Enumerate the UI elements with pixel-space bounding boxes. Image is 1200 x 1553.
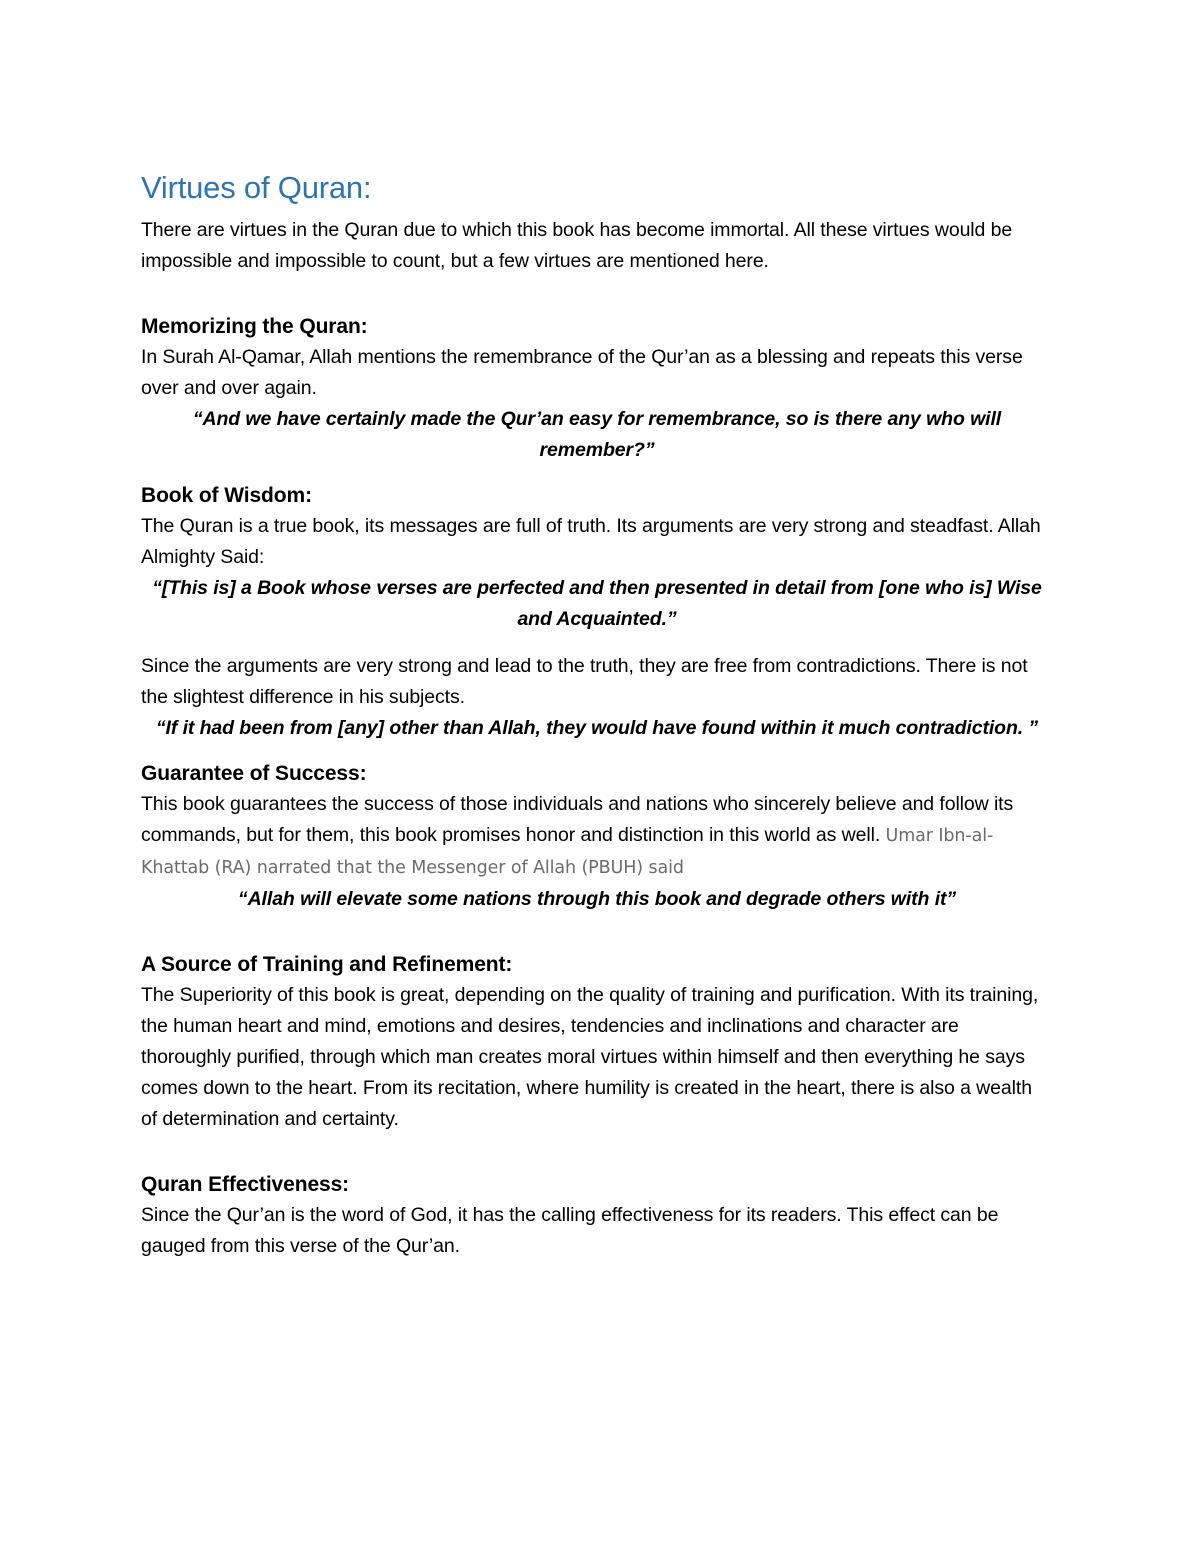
wisdom-paragraph: The Quran is a true book, its messages are full of truth. Its arguments are very strong and steadfast. Allah Almighty Said:: [141, 515, 1041, 568]
document-page: [141, 168, 1053, 1262]
section-heading-effectiveness: Quran Effectiveness:: [141, 1173, 350, 1196]
section-heading-memorizing: Memorizing the Quran:: [141, 315, 368, 338]
memorizing-paragraph: In Surah Al-Qamar, Allah mentions the remembrance of the Qur’an as a blessing and repeats this verse over and over again.: [141, 346, 1023, 399]
section-heading-training: A Source of Training and Refinement:: [141, 953, 513, 976]
intro-paragraph: There are virtues in the Quran due to which this book has become immortal. All these virtues would be impossible and impossible to count, but a few virtues are mentioned here.: [141, 219, 1013, 272]
wisdom-quote-1: “[This is] a Book whose verses are perfected and then presented in detail from [one who is] Wise and Acquainted.”: [152, 577, 1042, 630]
wisdom-quote-2: “If it had been from [any] other than Allah, they would have found within it much contradiction. ”: [155, 717, 1039, 739]
success-body-text: This book guarantees the success of those individuals and nations who sincerely believe and follow its commands, but for them, this book promises honor and distinction in this world as well.: [141, 793, 1014, 846]
section-heading-success: Guarantee of Success:: [141, 762, 367, 785]
effectiveness-paragraph: Since the Qur’an is the word of God, it has the calling effectiveness for its readers. This effect can be gauged from this verse of the Qur’an.: [141, 1204, 999, 1257]
document-title: Virtues of Quran:: [141, 170, 372, 205]
training-paragraph: The Superiority of this book is great, depending on the quality of training and purification. With its training, the human heart and mind, emotions and desires, tendencies and inclinations and character are thoroughly purified, through which man creates moral virtues within himself and then everything he says comes down to the heart. From its recitation, where humility is created in the heart, there is also a wealth of determination and certainty.: [141, 984, 1039, 1130]
success-paragraph: [141, 789, 1053, 884]
wisdom-paragraph-2: Since the arguments are very strong and lead to the truth, they are free from contradictions. There is not the slightest difference in his subjects.: [141, 655, 1028, 708]
success-quote: “Allah will elevate some nations through this book and degrade others with it”: [237, 888, 957, 910]
section-heading-wisdom: Book of Wisdom:: [141, 484, 312, 507]
memorizing-quote: “And we have certainly made the Qur’an easy for remembrance, so is there any who will remember?”: [192, 408, 1002, 461]
narrated-text: Umar Ibn-al-Khattab (RA) narrated that the Messenger of Allah (PBUH) said: [141, 826, 994, 878]
